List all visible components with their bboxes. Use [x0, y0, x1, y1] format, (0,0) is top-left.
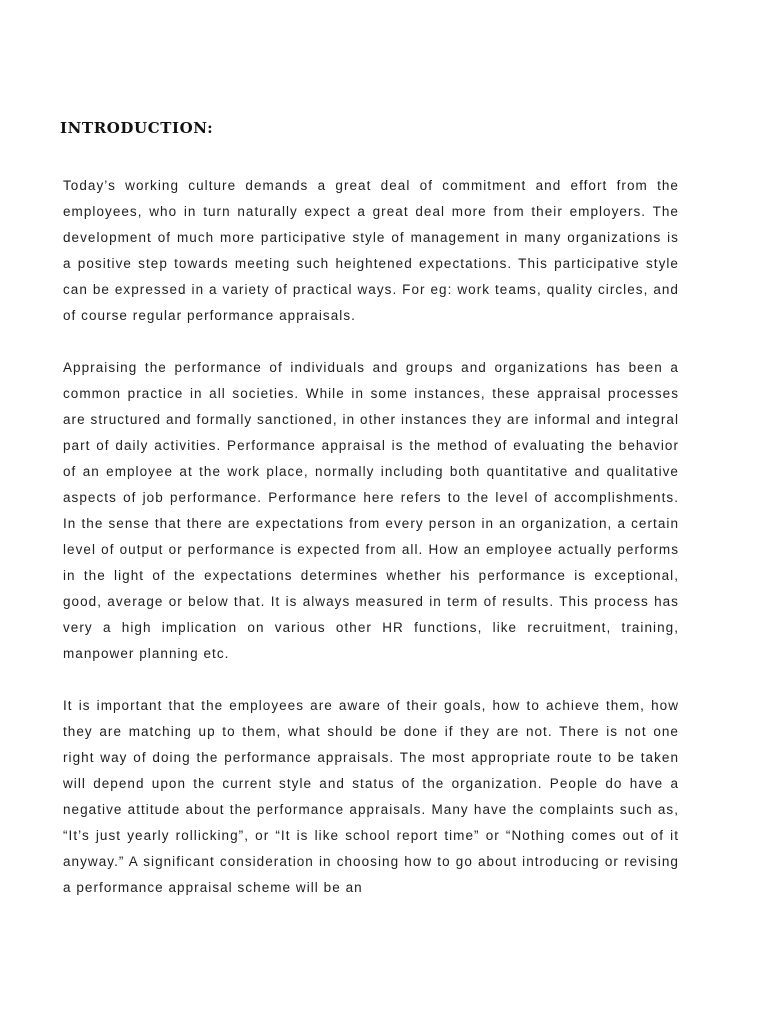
paragraph-employee-goals: It is important that the employees are aware of their goals, how to achieve them, how they are matching up to them, what should be done if they are not. There is not one right way of doing the performance appraisals. The most appropriate route to be taken will depend upon the current style and status of the organization. People do have a negative attitude about the performance appraisals. Many have the complaints such as, “It’s just yearly rollicking”, or “It is like school report time” or “Nothing comes out of it anyway.” A significant consideration in choosing how to go about introducing or revising a performance appraisal scheme will be an [63, 698, 679, 895]
paragraph-working-culture: Today’s working culture demands a great deal of commitment and effort from the employees, who in turn naturally expect a great deal more from their employers. The development of much more participative style of management in many organizations is a positive step towards meeting such heightened expectations. This participative style can be expressed in a variety of practical ways. For eg: work teams, quality circles, and of course regular performance appraisals. [63, 178, 679, 323]
section-heading: INTRODUCTION: [60, 119, 214, 137]
paragraph-appraising-performance: Appraising the performance of individuals and groups and organizations has been a common practice in all societies. While in some instances, these appraisal processes are structured and formally sanctioned, in other instances they are informal and integral part of daily activities. Performance appraisal is the method of evaluating the behavior of an employee at the work place, normally including both quantitative and qualitative aspects of job performance. Performance here refers to the level of accomplishments. In the sense that there are expectations from every person in an organization, a certain level of output or performance is expected from all. How an employee actually performs in the light of the expectations determines whether his performance is exceptional, good, average or below that. It is always measured in term of results. This process has very a high implication on various other HR functions, like recruitment, training, manpower planning etc. [63, 360, 679, 661]
